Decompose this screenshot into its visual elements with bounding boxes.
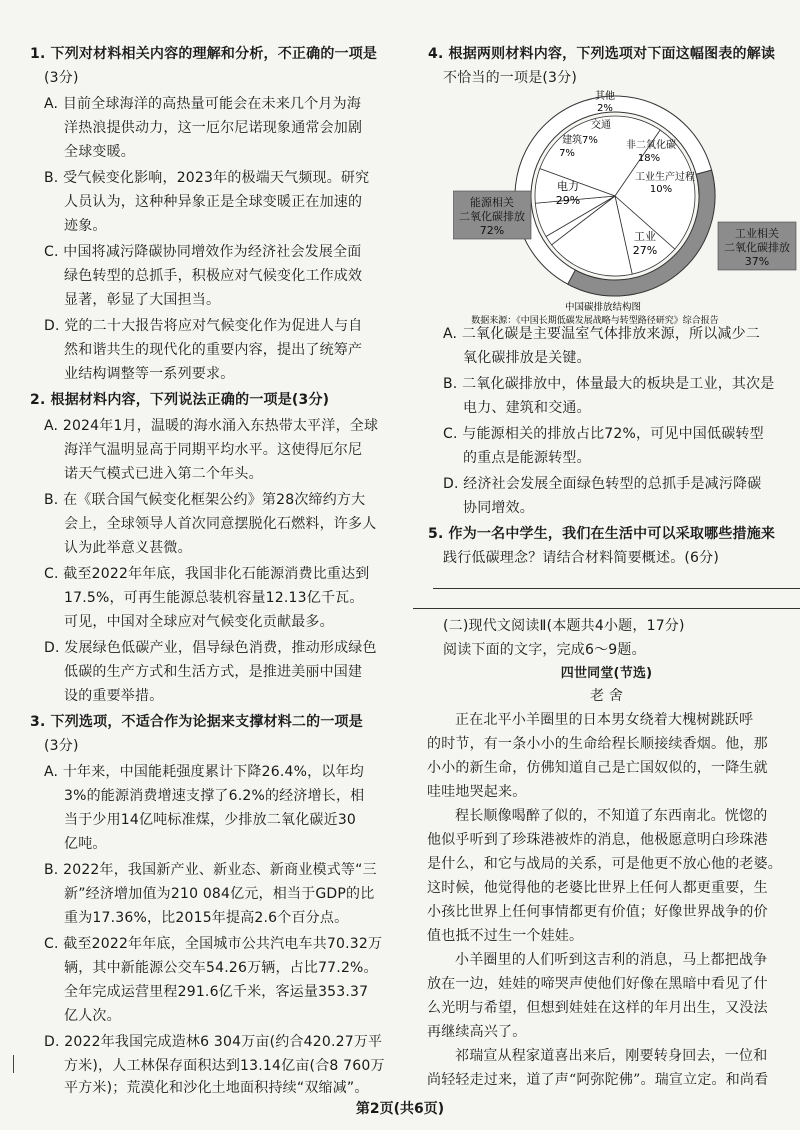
q3-option-c: C. 截至2022年年底，全国城市公共汽电车共70.32万 <box>44 936 383 952</box>
carbon-emission-chart <box>453 88 798 324</box>
q1-option-b: 人员认为，这种种异象正是全球变暖正在加速的 <box>64 194 363 210</box>
slice-label-jiaotong: 交通 <box>591 120 611 131</box>
q2-option-c: 可见，中国对全球应对气候变化贡献最多。 <box>64 614 334 630</box>
passage-line: 这时候，他觉得他的老婆比世界上任何人都更重要，生 <box>427 880 768 896</box>
passage-line: 的时节，有一条小小的生命给程长顺接续香烟。他，那 <box>427 736 768 752</box>
q3-option-b: B. 2022年，我国新产业、新业态、新商业模式等“三 <box>44 862 377 878</box>
passage-title: 四世同堂(节选) <box>560 666 653 681</box>
q1-stem: 1. 下列对材料相关内容的理解和分析，不正确的一项是 <box>30 46 378 62</box>
q2-option-a: 诺天气模式已进入第二个年头。 <box>64 466 263 482</box>
chart-source: 数据来源：《中国长期低碳发展战略与转型路径研究》综合报告 <box>471 316 719 324</box>
passage-line: 是什么，和它与战局的关系，可是他更不放心他的老婆。 <box>427 856 782 872</box>
slice-value-jianzhu: 7% <box>559 148 575 159</box>
slice-label-gysc: 工业生产过程 <box>635 172 695 183</box>
slice-value-gongye: 27% <box>632 244 658 257</box>
q1-option-a: 全球变暖。 <box>64 144 135 160</box>
q3-stem: (3分) <box>44 738 79 754</box>
passage-line: 哇哇地哭起来。 <box>427 784 527 800</box>
passage-line: 小孩比世界上任何事情都更有价值；好像世界战争的价 <box>427 904 768 920</box>
page-footer: 第2页(共6页) <box>355 1101 445 1117</box>
q3-option-a: A. 十年来，中国能耗强度累计下降26.4%，以年均 <box>44 764 364 780</box>
q2-option-d: 低碳的生产方式和生活方式，是推进美丽中国建 <box>64 664 363 680</box>
q4-option-d: D. 经济社会发展全面绿色转型的总抓手是减污降碳 <box>443 476 762 492</box>
passage-line: 正在北平小羊圈里的日本男女绕着大槐树跳跃呼 <box>455 712 754 728</box>
section-header: (二)现代文阅读Ⅱ(本题共4小题，17分) <box>443 618 685 634</box>
q4-option-a: A. 二氧化碳是主要温室气体排放来源，所以减少二 <box>443 326 761 342</box>
industry-value: 37% <box>744 255 770 268</box>
q2-option-b: 会上，全球领导人首次同意摆脱化石燃料，许多人 <box>64 516 377 532</box>
slice-value-gysc: 10% <box>649 184 673 195</box>
q2-option-d: D. 发展绿色低碳产业，倡导绿色消费，推动形成绿色 <box>44 640 377 656</box>
chart-title: 中国碳排放结构图 <box>564 302 642 313</box>
industry-label: 二氧化碳排放 <box>724 241 790 254</box>
passage-line: 小小的新生命，仿佛知道自己是亡国奴似的，一降生就 <box>427 760 768 776</box>
q4-option-b: 电力、建筑和交通。 <box>463 400 591 416</box>
energy-label: 能源相关 <box>470 196 514 209</box>
q1-option-a: A. 目前全球海洋的高热量可能会在未来几个月为海 <box>44 96 362 112</box>
passage-line: 再继续高兴了。 <box>427 1024 527 1040</box>
slice-value-qita: 2% <box>597 103 613 114</box>
q5-stem: 践行低碳理念？请结合材料简要概述。(6分) <box>443 550 720 566</box>
q4-option-b: B. 二氧化碳排放中，体量最大的板块是工业，其次是 <box>443 376 775 392</box>
q2-option-c: C. 截至2022年年底，我国非化石能源消费比重达到 <box>44 566 370 582</box>
passage-line: 么光明与希望，但想到娃娃在这样的年月出生，又没法 <box>427 1000 768 1016</box>
q3-option-a: 亿吨。 <box>64 836 107 852</box>
q3-option-d: 方米)，人工林保存面积达到13.14亿亩(合8 760万 <box>64 1058 385 1074</box>
q3-option-b: 新”经济增加值为210 084亿元，相当于GDP的比 <box>64 886 375 902</box>
q1-option-d: 然和谐共生的现代化的重要内容，提出了统筹产 <box>64 342 363 358</box>
slice-label-dianli: 电力 <box>557 180 579 193</box>
section-divider <box>413 608 800 609</box>
energy-value: 72% <box>479 224 505 237</box>
section-instruction: 阅读下面的文字，完成6～9题。 <box>443 642 646 658</box>
q3-option-b: 重为17.36%，比2015年提高2.6个百分点。 <box>64 910 349 926</box>
q3-option-a: 当于少用14亿吨标准煤，少排放二氧化碳近30 <box>64 812 357 828</box>
q4-option-c: 的重点是能源转型。 <box>463 450 591 466</box>
passage-line: 程长顺像喝醉了似的，不知道了东西南北。恍惚的 <box>455 808 768 824</box>
q1-option-c: 绿色转型的总抓手，积极应对气候变化工作成效 <box>64 268 363 284</box>
passage-line: 值也抵不过生一个娃娃。 <box>427 928 584 944</box>
q2-option-a: 海洋气温明显高于同期平均水平。这使得厄尔尼 <box>64 442 363 458</box>
q3-option-a: 3%的能源消费增速支撑了6.2%的经济增长，相 <box>64 788 365 804</box>
q2-option-b: 认为此举意义甚微。 <box>64 540 192 556</box>
q1-option-a: 洋热浪提供动力，这一厄尔尼诺现象通常会加剧 <box>64 120 363 136</box>
answer-line <box>433 588 800 589</box>
q3-option-c: 辆，其中新能源公交车54.26万辆，占比77.2%。 <box>64 960 378 976</box>
q1-stem: (3分) <box>44 70 79 86</box>
passage-line: 小羊圈里的人们听到这吉利的消息，马上都把战争 <box>455 952 768 968</box>
industry-label: 工业相关 <box>735 227 779 240</box>
q2-stem: 2. 根据材料内容，下列说法正确的一项是(3分) <box>30 392 330 408</box>
q2-option-b: B. 在《联合国气候变化框架公约》第28次缔约方大 <box>44 492 366 508</box>
q3-option-c: 亿人次。 <box>64 1008 121 1024</box>
q3-option-c: 全年完成运营里程291.6亿千米，客运量353.37 <box>64 984 369 1000</box>
slice-label-feiCO2: 非二氧化碳 <box>626 140 676 151</box>
q4-option-a: 氧化碳排放是关键。 <box>463 350 591 366</box>
slice-label-qita: 其他 <box>595 91 615 102</box>
q4-stem: 4. 根据两则材料内容，下列选项对下面这幅图表的解读 <box>428 46 776 62</box>
q1-option-b: 迹象。 <box>64 218 107 234</box>
slice-value-dianli: 29% <box>555 194 581 207</box>
passage-line: 他似乎听到了珍珠港被炸的消息，他极愿意明白珍珠港 <box>427 832 768 848</box>
passage-line: 放在一边，娃娃的啼哭声使他们好像在黑暗中看见了什 <box>427 976 768 992</box>
q4-option-c: C. 与能源相关的排放占比72%，可见中国低碳转型 <box>443 426 764 442</box>
q3-stem: 3. 下列选项，不适合作为论据来支撑材料二的一项是 <box>30 714 363 730</box>
slice-label-jianzhu: 建筑7% <box>562 135 598 146</box>
passage-line: 祁瑞宣从程家道喜出来后，刚要转身回去，一位和 <box>455 1048 768 1064</box>
q1-option-b: B. 受气候变化影响，2023年的极端天气频现。研究 <box>44 170 370 186</box>
q5-stem: 5. 作为一名中学生，我们在生活中可以采取哪些措施来 <box>428 526 776 542</box>
passage-author: 老 舍 <box>589 688 624 704</box>
q1-option-c: C. 中国将减污降碳协同增效作为经济社会发展全面 <box>44 244 362 260</box>
q1-option-d: D. 党的二十大报告将应对气候变化作为促进人与自 <box>44 318 363 334</box>
q1-option-d: 业结构调整等一系列要求。 <box>64 366 235 382</box>
slice-label-gongye: 工业 <box>634 230 656 243</box>
q2-option-d: 设的重要举措。 <box>64 688 164 704</box>
q4-stem: 不恰当的一项是(3分) <box>443 70 578 86</box>
energy-label: 二氧化碳排放 <box>459 210 525 223</box>
q3-option-d: 平方米)；荒漠化和沙化土地面积持续“双缩减”。 <box>64 1080 369 1096</box>
q1-option-c: 显著，彰显了大国担当。 <box>64 292 221 308</box>
q3-option-d: D. 2022年我国完成造林6 304万亩(约合420.27万平 <box>44 1034 383 1050</box>
margin-mark <box>13 1055 14 1073</box>
q2-option-c: 17.5%，可再生能源总装机容量12.13亿千瓦。 <box>64 590 364 606</box>
passage-line: 尚轻轻走过来，道了声“阿弥陀佛”。瑞宣立定。和尚看 <box>427 1072 769 1088</box>
slice-value-feiCO2: 18% <box>637 153 661 164</box>
q4-option-d: 协同增效。 <box>463 500 534 516</box>
q2-option-a: A. 2024年1月，温暖的海水涌入东热带太平洋，全球 <box>44 418 379 434</box>
